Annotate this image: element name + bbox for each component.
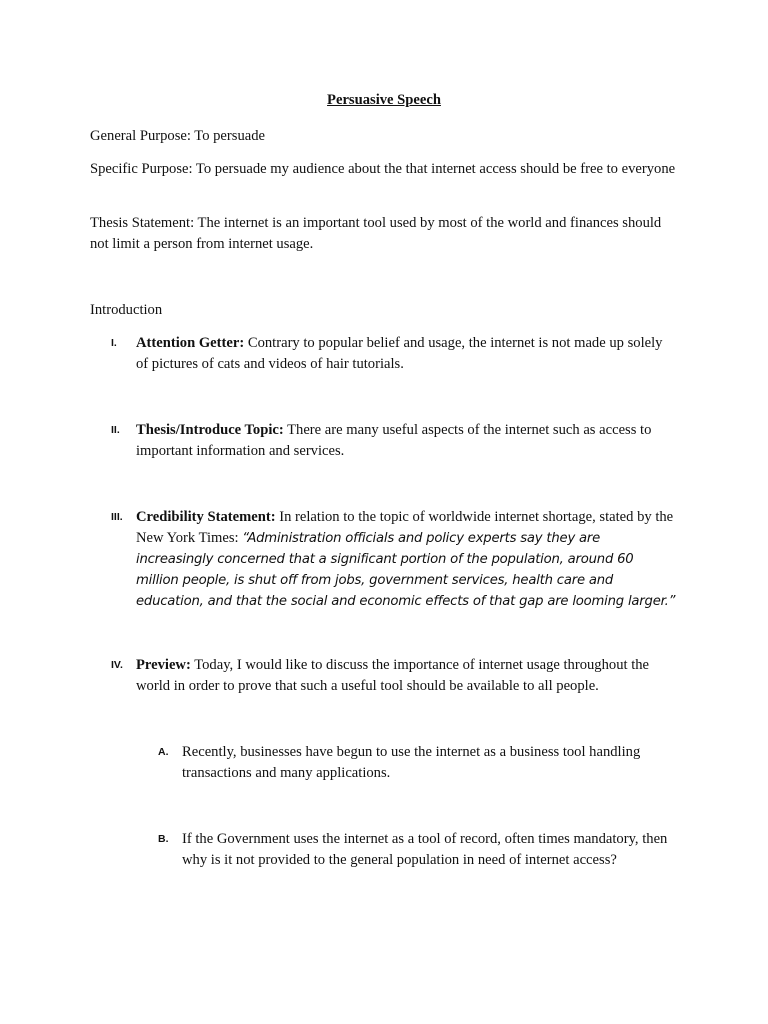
outline-item-credibility-statement	[136, 507, 676, 612]
sub-item-marker: A.	[158, 746, 169, 758]
item-lead: Credibility Statement:	[136, 509, 276, 525]
specific-purpose: Specific Purpose: To persuade my audience about the that internet access should be free to everyone	[90, 161, 676, 177]
outline-item-preview	[136, 655, 676, 697]
outline-sub-item-a: Recently, businesses have begun to use the internet as a business tool handling transactions and many applications.	[182, 744, 641, 781]
item-text: Contrary to popular belief and usage, the internet is not made up solely of pictures of cats and videos of hair tutorials.	[136, 335, 663, 372]
item-lead: Preview:	[136, 657, 191, 673]
outline-sub-item-b: If the Government uses the internet as a tool of record, often times mandatory, then why is it not provided to the general population in need of internet access?	[182, 831, 668, 868]
thesis-statement: Thesis Statement: The internet is an important tool used by most of the world and finances should not limit a person from internet usage.	[90, 215, 662, 252]
item-marker: IV.	[111, 659, 123, 671]
section-heading-introduction: Introduction	[90, 302, 163, 318]
item-lead: Thesis/Introduce Topic:	[136, 422, 284, 438]
outline-item-thesis-topic	[136, 420, 676, 462]
item-text: Today, I would like to discuss the importance of internet usage throughout the world in order to prove that such a useful tool should be available to all people.	[136, 657, 650, 694]
outline-item-attention-getter	[136, 333, 676, 375]
general-purpose: General Purpose: To persuade	[90, 128, 265, 144]
sub-item-marker: B.	[158, 833, 169, 845]
item-quote: “Administration officials and policy experts say they are increasingly concerned that a significant portion of the population, around 60 million people, is shut off from jobs, government services, health care and education, and that the social and economic effects of that gap are looming larger.”	[136, 531, 676, 609]
item-text: There are many useful aspects of the internet such as access to important information and services.	[136, 422, 652, 459]
item-marker: III.	[111, 511, 123, 523]
item-lead: Attention Getter:	[136, 335, 245, 351]
document-title: Persuasive Speech	[327, 92, 441, 108]
item-marker: I.	[111, 337, 117, 349]
item-marker: II.	[111, 424, 120, 436]
item-text: In relation to the topic of worldwide internet shortage, stated by the New York Times:	[136, 509, 674, 546]
